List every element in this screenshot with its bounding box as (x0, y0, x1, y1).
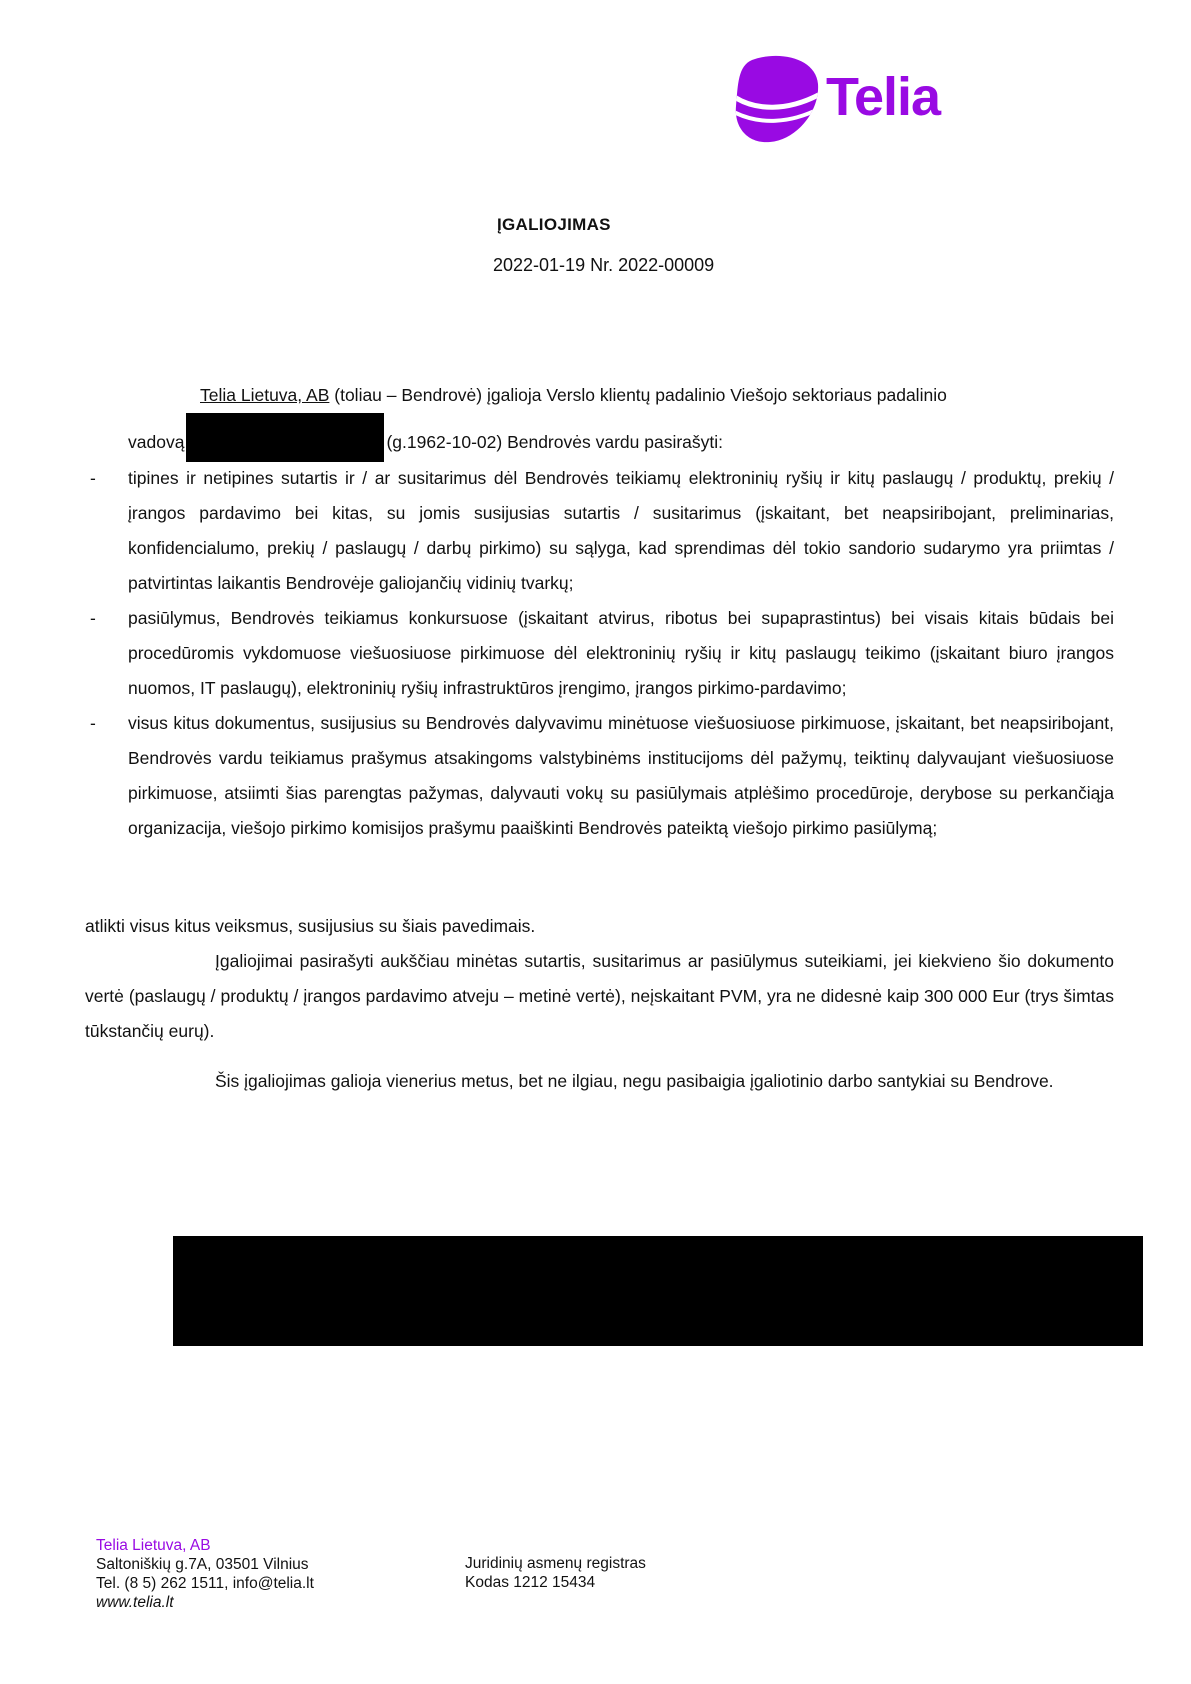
limit-paragraph: Įgaliojimai pasirašyti aukščiau minėtas sutartis, susitarimus ar pasiūlymus suteikiami, jei kiekvieno šio dokumento vertė (paslaugų / produktų / įrangos pardavimo atveju – metinė vertė), neįskaitant PVM, yra ne didesnė kaip 300 000 Eur (trys šimtas tūkstančių eurų). (85, 951, 1114, 1041)
list-item: - visus kitus dokumentus, susijusius su Bendrovės dalyvavimu minėtuose viešuosiuose pirkimuose, įskaitant, bet neapsiribojant, Bendrovės vardu teikiamus prašymus atsakingoms valstybinėms institucijoms dėl pažymų, teiktinų dalyvaujant viešuosiuose pirkimuose, atsiimti šias parengtas pažymas, dalyvauti vokų su pasiūlymais atplėšimo procedūroje, derybose su perkančiąja organizacija, viešojo pirkimo komisijos prašymu paaiškinti Bendrovės pateiktą viešojo pirkimo pasiūlymą; (90, 706, 1114, 846)
footer-company-info (96, 1536, 314, 1612)
list-item: - pasiūlymus, Bendrovės teikiamus konkursuose (įskaitant atvirus, ribotus bei supaprastintus) bei visais kitais būdais bei procedūromis vykdomuose viešuosiuose pirkimuose dėl elektroninių ryšių ir kitų paslaugų teikimo (įskaitant biuro įrangos nuomos, IT paslaugų), elektroninių ryšių infrastruktūros įrengimo, įrangos pirkimo-pardavimo; (90, 601, 1114, 706)
footer-register: Juridinių asmenų registras (465, 1555, 646, 1572)
footer-company: Telia Lietuva, AB (96, 1537, 211, 1554)
document-date-number: 2022-01-19 Nr. 2022-00009 (493, 255, 715, 275)
intro-paragraph (128, 378, 1114, 462)
logo-wordmark: Telia (826, 67, 941, 127)
footer-register-info (465, 1554, 646, 1592)
list-marker: - (90, 608, 96, 628)
tail-paragraph: atlikti visus kitus veiksmus, susijusius su šiais pavedimais. (85, 916, 536, 936)
redacted-signature-block (173, 1236, 1143, 1346)
intro-line2-start: vadovą (128, 432, 185, 452)
redacted-name (186, 413, 384, 462)
validity-paragraph: Šis įgaliojimas galioja vienerius metus, bet ne ilgiau, negu pasibaigia įgaliotinio darbo santykiai su Bendrove. (215, 1071, 1054, 1091)
intro-line1: (toliau – Bendrovė) įgalioja Verslo klientų padalinio Viešojo sektoriaus padalinio (329, 385, 947, 405)
footer-code: Kodas 1212 15434 (465, 1574, 596, 1591)
telia-logo (734, 54, 964, 144)
footer-address: Saltoniškių g.7A, 03501 Vilnius (96, 1556, 309, 1573)
footer-contact: Tel. (8 5) 262 1511, info@telia.lt (96, 1575, 314, 1592)
document-title: ĮGALIOJIMAS (497, 215, 611, 234)
telia-pebble-logo-icon (734, 54, 820, 144)
footer-website: www.telia.lt (96, 1594, 174, 1611)
list-marker: - (90, 468, 96, 488)
company-name: Telia Lietuva, AB (200, 385, 330, 405)
list-item: - tipines ir netipines sutartis ir / ar susitarimus dėl Bendrovės teikiamų elektroninių ryšių ir kitų paslaugų / produktų, prekių / įrangos pardavimo bei kitas, su jomis susijusias sutartis / susitarimus (įskaitant, bet neapsiribojant, preliminarias, konfidencialumo, prekių / paslaugų / darbų pirkimo) su sąlyga, kad sprendimas dėl tokio sandorio sudarymo yra priimtas / patvirtintas laikantis Bendrovėje galiojančių vidinių tvarkų; (90, 461, 1114, 601)
intro-line2-end: (g.1962-10-02) Bendrovės vardu pasirašyti: (386, 432, 724, 452)
list-marker: - (90, 713, 96, 733)
authorization-list (90, 461, 1114, 846)
